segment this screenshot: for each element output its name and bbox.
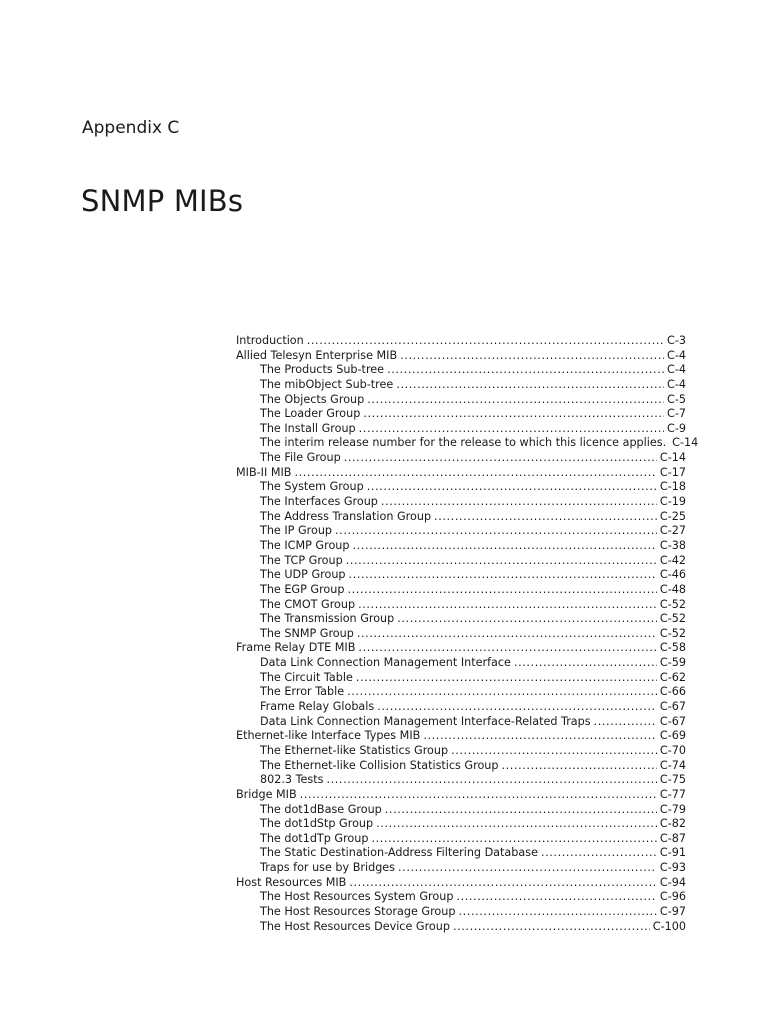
toc-entry[interactable] [236,422,686,437]
toc-entry-label: The Ethernet-like Collision Statistics Group [260,758,499,772]
toc-entry-label: The dot1dTp Group [260,831,369,845]
toc-entry[interactable] [236,803,686,818]
dot-leader [359,422,664,437]
dot-leader [594,715,657,730]
dot-leader [458,905,656,920]
toc-entry[interactable] [236,671,686,686]
toc-entry-page: C-38 [659,538,686,552]
toc-entry[interactable] [236,729,686,744]
toc-entry[interactable] [236,817,686,832]
toc-entry-label: The Error Table [260,685,345,699]
toc-entry[interactable] [236,700,686,715]
dot-leader [541,846,657,861]
dot-leader [514,656,657,671]
toc-entry[interactable] [236,846,686,861]
dot-leader [358,641,656,656]
toc-entry-page: C-18 [659,480,686,494]
dot-leader [451,744,657,759]
toc-entry-page: C-46 [659,568,686,582]
dot-leader [349,876,657,891]
dot-leader [344,451,657,466]
toc-entry[interactable] [236,480,686,495]
toc-entry-page: C-91 [659,846,686,860]
toc-entry[interactable] [236,744,686,759]
dot-leader [456,890,656,905]
dot-leader [363,407,664,422]
toc-entry-label: Introduction [236,334,304,347]
toc-entry[interactable] [236,685,686,700]
toc-entry-page: C-79 [659,802,686,816]
toc-entry[interactable] [236,539,686,554]
dot-leader [377,700,657,715]
toc-entry-label: The Ethernet-like Statistics Group [260,743,449,757]
toc-entry[interactable] [236,612,686,627]
toc-entry-label: 802.3 Tests [260,773,324,787]
toc-entry-label: The Interfaces Group [260,495,378,509]
dot-leader [396,378,664,393]
toc-entry[interactable] [236,641,686,656]
toc-entry-label: The EGP Group [260,582,345,596]
toc-entry-page: C-62 [659,670,686,684]
toc-entry-page: C-52 [659,597,686,611]
dot-leader [387,363,664,378]
toc-entry[interactable] [236,334,686,349]
toc-entry-page: C-70 [659,743,686,757]
dot-leader [423,729,657,744]
toc-entry-page: C-25 [659,509,686,523]
toc-entry[interactable] [236,656,686,671]
toc-entry-label: The System Group [260,480,364,494]
toc-entry[interactable] [236,510,686,525]
toc-entry[interactable] [236,568,686,583]
dot-leader [346,554,657,569]
toc-entry-page: C-93 [659,861,686,875]
toc-entry-page: C-97 [659,904,686,918]
toc-entry-page: C-4 [667,377,686,391]
toc-entry-label: The SNMP Group [260,626,354,640]
toc-entry-label: The mibObject Sub-tree [260,377,394,391]
toc-entry-page: C-87 [659,831,686,845]
dot-leader [397,612,657,627]
toc-entry-label: MIB-II MIB [236,465,292,479]
toc-entry-label: Data Link Connection Management Interface [260,656,511,670]
toc-entry-label: The TCP Group [260,553,343,567]
dot-leader [356,671,657,686]
dot-leader [400,349,664,364]
toc-entry-label: The dot1dBase Group [260,802,382,816]
toc-entry-label: Ethernet-like Interface Types MIB [236,729,421,743]
toc-entry-page: C-52 [659,612,686,626]
toc-entry-page: C-100 [652,919,686,933]
toc-entry-label: The CMOT Group [260,597,356,611]
toc-entry-label: The File Group [260,451,341,465]
table-of-contents [236,334,699,934]
toc-entry[interactable] [236,349,686,364]
toc-entry[interactable] [236,407,686,422]
toc-entry-label: Frame Relay DTE MIB [236,641,356,655]
toc-entry[interactable] [236,861,686,876]
dot-leader [353,539,657,554]
toc-entry[interactable] [236,363,686,378]
toc-entry[interactable] [236,495,686,510]
toc-entry[interactable] [236,451,686,466]
toc-entry[interactable] [236,436,699,451]
dot-leader [307,334,664,349]
toc-entry-label: The IP Group [260,524,333,538]
toc-entry-page: C-66 [659,685,686,699]
dot-leader [434,510,657,525]
toc-entry-page: C-7 [667,407,686,421]
dot-leader [335,524,657,539]
toc-entry-label: The Host Resources Storage Group [260,904,456,918]
toc-entry-label: Bridge MIB [236,787,297,801]
toc-entry[interactable] [236,598,686,613]
toc-entry[interactable] [236,715,686,730]
dot-leader [367,480,657,495]
toc-entry[interactable] [236,773,686,788]
dot-leader [381,495,657,510]
toc-entry[interactable] [236,832,686,847]
toc-entry-page: C-69 [659,729,686,743]
toc-entry-page: C-67 [659,700,686,714]
toc-entry-label: The UDP Group [260,568,346,582]
toc-entry-label: The Host Resources Device Group [260,919,450,933]
dot-leader [349,568,657,583]
toc-entry[interactable] [236,788,686,803]
toc-entry[interactable] [236,905,686,920]
toc-entry-page: C-19 [659,495,686,509]
toc-entry-page: C-82 [659,817,686,831]
dot-leader [371,832,656,847]
dot-leader [358,598,657,613]
toc-entry[interactable] [236,759,686,774]
toc-entry[interactable] [236,627,686,642]
toc-entry[interactable] [236,524,686,539]
toc-entry-page: C-4 [667,348,686,362]
toc-entry-label: Traps for use by Bridges [260,861,396,875]
toc-entry-label: The ICMP Group [260,538,350,552]
toc-entry[interactable] [236,920,686,935]
toc-entry-label: The Products Sub-tree [260,363,385,377]
toc-entry-page: C-4 [667,363,686,377]
page-title: SNMP MIBs [81,184,244,218]
appendix-label: Appendix C [82,118,180,138]
dot-leader [502,759,657,774]
toc-entry[interactable] [236,890,686,905]
toc-entry-page: C-48 [659,582,686,596]
toc-entry-page: C-58 [659,641,686,655]
toc-entry-label: The Loader Group [260,407,361,421]
toc-entry-page: C-27 [659,524,686,538]
toc-entry-label: The Install Group [260,421,356,435]
dot-leader [300,788,657,803]
toc-entry-label: The Objects Group [260,392,365,406]
dot-leader [347,685,657,700]
toc-entry[interactable] [236,378,686,393]
toc-entry-label: The Circuit Table [260,670,353,684]
toc-entry-label: The Static Destination-Address Filtering Database [260,846,538,860]
toc-entry[interactable] [236,466,686,481]
dot-leader [453,920,650,935]
toc-entry[interactable] [236,876,686,891]
toc-entry-page: C-5 [667,392,686,406]
dot-leader [398,861,657,876]
dot-leader [367,393,664,408]
toc-entry[interactable] [236,554,686,569]
dot-leader [376,817,657,832]
toc-entry-label: The Address Translation Group [260,509,432,523]
toc-entry[interactable] [236,583,686,598]
toc-entry-label: The Transmission Group [260,612,395,626]
dot-leader [385,803,657,818]
toc-entry-page: C-14 [672,436,699,450]
toc-entry-page: C-3 [667,334,686,347]
toc-entry-page: C-94 [659,875,686,889]
toc-entry-page: C-96 [659,890,686,904]
toc-entry-page: C-67 [659,714,686,728]
toc-entry-page: C-59 [659,656,686,670]
toc-entry-label: Host Resources MIB [236,875,347,889]
toc-entry-page: C-74 [659,758,686,772]
toc-entry-page: C-42 [659,553,686,567]
toc-entry-label: Frame Relay Globals [260,700,375,714]
toc-entry-page: C-14 [659,451,686,465]
toc-entry-label: Data Link Connection Management Interface-Related Traps [260,714,591,728]
toc-entry-label: The interim release number for the release to which this licence applies. [260,436,667,450]
toc-entry-page: C-17 [659,465,686,479]
toc-entry-page: C-52 [659,626,686,640]
toc-entry-label: Allied Telesyn Enterprise MIB [236,348,398,362]
toc-entry-label: The dot1dStp Group [260,817,374,831]
toc-entry-page: C-77 [659,787,686,801]
dot-leader [357,627,657,642]
dot-leader [294,466,656,481]
toc-entry-label: The Host Resources System Group [260,890,454,904]
dot-leader [326,773,656,788]
dot-leader [347,583,656,598]
toc-entry-page: C-75 [659,773,686,787]
toc-entry[interactable] [236,393,686,408]
toc-entry-page: C-9 [667,421,686,435]
